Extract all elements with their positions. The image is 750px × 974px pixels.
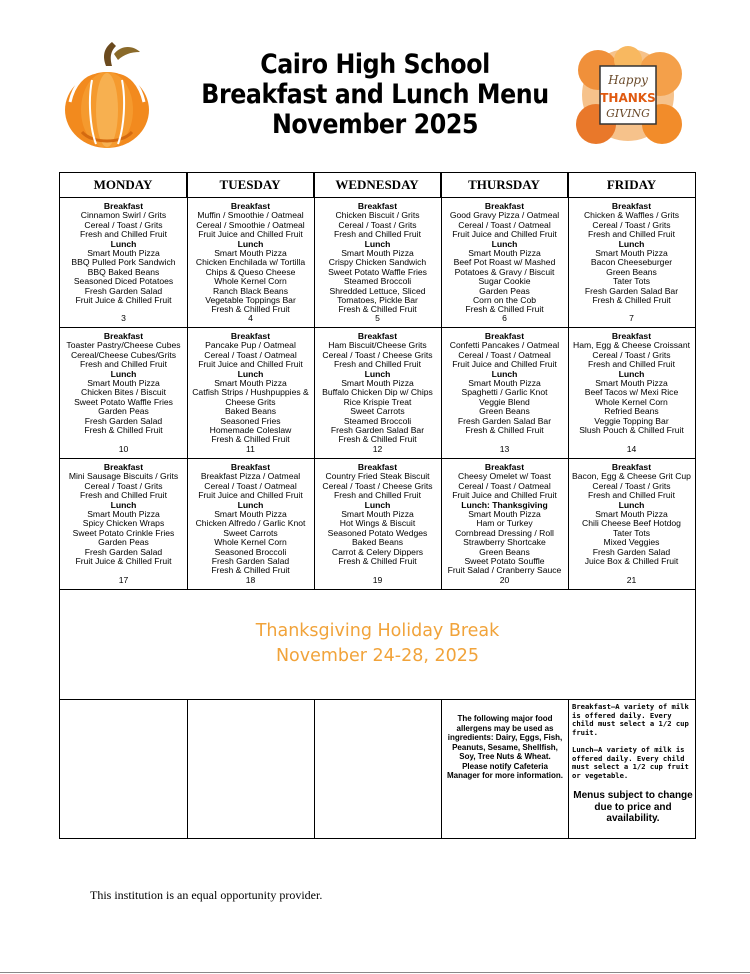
meal-heading: Breakfast	[357, 201, 398, 211]
day-cell	[60, 463, 187, 589]
menu-item: Vegetable Toppings Bar	[205, 295, 296, 306]
grid-line	[187, 699, 188, 838]
day-cell	[187, 202, 314, 327]
day-cell	[187, 332, 314, 458]
menu-item: Ham Biscuit/Cheese Grits	[328, 340, 427, 351]
svg-text:Happy: Happy	[608, 73, 648, 87]
menu-item: Corn on the Cob	[472, 295, 537, 306]
menu-item: Spaghetti / Garlic Knot	[461, 387, 548, 398]
menu-item: Strawberry Shortcake	[463, 537, 546, 548]
holiday-dates: November 24-28, 2025	[275, 646, 480, 666]
menu-item: Cereal / Smoothie / Oatmeal	[196, 219, 305, 230]
meal-heading: Breakfast	[611, 201, 652, 211]
day-header-tuesday: TUESDAY	[187, 173, 314, 197]
day-cell	[441, 202, 568, 327]
menu-item: Fruit Juice and Chilled Fruit	[452, 490, 557, 501]
menu-item: Fresh & Chilled Fruit	[211, 434, 290, 445]
menu-item: Bacon, Egg & Cheese Grit Cup	[572, 471, 691, 482]
meal-heading: Breakfast	[484, 201, 525, 211]
menu-item: Smart Mouth Pizza	[595, 378, 668, 389]
date-number: 21	[626, 575, 637, 585]
meal-heading: Breakfast	[230, 462, 271, 472]
menu-item: Pancake Pup / Oatmeal	[205, 340, 296, 351]
day-cell	[568, 463, 695, 589]
meal-heading: Breakfast	[103, 462, 144, 472]
menu-item: Green Beans	[479, 406, 530, 417]
grid-line	[568, 699, 569, 838]
menu-item: Sweet Potato Crinkle Fries	[72, 527, 175, 538]
menu-item: Steamed Broccoli	[343, 276, 412, 287]
menu-item: Fresh & Chilled Fruit	[592, 295, 671, 306]
menu-item: Veggie Blend	[479, 396, 530, 407]
menu-item: Bacon Cheeseburger	[590, 257, 673, 268]
menu-item: Cheesy Omelet w/ Toast	[458, 471, 551, 482]
menu-item: Chips & Queso Cheese	[205, 266, 296, 277]
menu-item: Fruit Salad / Cranberry Sauce	[447, 565, 562, 576]
menu-item: Cheese Grits	[225, 396, 276, 407]
menu-item: Fresh & Chilled Fruit	[338, 556, 417, 567]
meal-heading: Breakfast	[484, 331, 525, 341]
menu-item: Tater Tots	[612, 527, 651, 538]
menu-item: Fruit Juice and Chilled Fruit	[452, 229, 557, 240]
menu-item: Mixed Veggies	[603, 537, 660, 548]
menu-item: Fruit Juice and Chilled Fruit	[452, 359, 557, 370]
menu-item: Fresh Garden Salad	[592, 546, 671, 557]
meal-heading: Lunch: Thanksgiving	[461, 499, 548, 510]
menu-item: Smart Mouth Pizza	[468, 248, 541, 259]
menu-item: Ranch Black Beans	[213, 285, 288, 296]
menus-subject-note: Menus subject to change due to price and availability.	[573, 790, 693, 824]
menu-item: Chicken Biscuit / Grits	[335, 210, 420, 221]
meal-heading: Lunch	[237, 499, 264, 510]
menu-item: BBQ Baked Beans	[87, 266, 160, 277]
menu-item: Chicken Alfredo / Garlic Knot	[195, 518, 306, 529]
menu-item: Sweet Potato Waffle Fries	[328, 266, 427, 277]
meal-heading: Lunch	[618, 499, 645, 510]
menu-item: Fresh and Chilled Fruit	[588, 490, 675, 501]
menu-calendar	[59, 172, 696, 839]
meal-heading: Lunch	[491, 368, 518, 379]
meal-heading: Lunch	[618, 368, 645, 379]
menu-item: Veggie Topping Bar	[594, 415, 669, 426]
menu-item: Smart Mouth Pizza	[87, 509, 160, 520]
meal-heading: Breakfast	[484, 462, 525, 472]
date-number: 11	[246, 444, 255, 454]
menu-item: Good Gravy Pizza / Oatmeal	[449, 210, 560, 221]
menu-item: Cereal / Toast / Grits	[84, 480, 163, 491]
day-cell	[314, 463, 441, 589]
menu-item: Whole Kernel Corn	[595, 396, 668, 407]
menu-item: Cinnamon Swirl / Grits	[80, 210, 167, 221]
menu-item: Chicken & Waffles / Grits	[583, 210, 680, 221]
meal-heading: Breakfast	[103, 331, 144, 341]
menu-item: Confetti Pancakes / Oatmeal	[449, 340, 560, 351]
menu-item: Sweet Potato Waffle Fries	[74, 396, 173, 407]
menu-item: Fresh & Chilled Fruit	[338, 304, 417, 315]
meal-heading: Lunch	[110, 368, 137, 379]
menu-item: Whole Kernel Corn	[214, 276, 287, 287]
meal-heading: Lunch	[364, 499, 391, 510]
menu-item: Carrot & Celery Dippers	[331, 546, 424, 557]
svg-text:THANKS: THANKS	[600, 91, 656, 105]
grid-line	[60, 699, 695, 700]
menu-item: Ham, Egg & Cheese Croissant	[572, 340, 691, 351]
menu-item: Fresh & Chilled Fruit	[338, 434, 417, 445]
menu-item: Crispy Chicken Sandwich	[328, 257, 427, 268]
grid-line	[60, 327, 695, 328]
day-cell	[314, 332, 441, 458]
menu-item: BBQ Pulled Pork Sandwich	[71, 257, 176, 268]
menu-month: November 2025	[271, 109, 479, 140]
menu-item: Green Beans	[606, 266, 657, 277]
svg-text:GIVING: GIVING	[606, 107, 650, 120]
menu-item: Garden Peas	[98, 537, 149, 548]
date-number: 19	[372, 575, 383, 585]
menu-item: Fruit Juice and Chilled Fruit	[198, 490, 303, 501]
menu-item: Toaster Pastry/Cheese Cubes	[66, 340, 181, 351]
menu-item: Fresh and Chilled Fruit	[334, 359, 421, 370]
day-cell	[568, 332, 695, 458]
menu-item: Fresh Garden Salad	[211, 556, 290, 567]
meal-heading: Breakfast	[230, 201, 271, 211]
grid-line	[60, 589, 695, 590]
menu-item: Fresh and Chilled Fruit	[334, 490, 421, 501]
menu-item: Cereal / Toast / Oatmeal	[204, 349, 297, 360]
menu-item: Cereal / Toast / Grits	[338, 219, 417, 230]
date-number: 4	[248, 313, 253, 323]
menu-item: Catfish Strips / Hushpuppies &	[192, 387, 309, 398]
menu-item: Rice Krispie Treat	[343, 396, 412, 407]
menu-item: Whole Kernel Corn	[214, 537, 287, 548]
date-number: 20	[499, 575, 510, 585]
menu-item: Fresh and Chilled Fruit	[80, 490, 167, 501]
date-number: 10	[118, 444, 129, 454]
menu-item: Smart Mouth Pizza	[341, 509, 414, 520]
menu-item: Fruit Juice & Chilled Fruit	[75, 295, 172, 306]
menu-item: Fresh & Chilled Fruit	[465, 425, 544, 436]
menu-item: Fruit Juice and Chilled Fruit	[198, 359, 303, 370]
menu-item: Chicken Bites / Biscuit	[80, 387, 166, 398]
equal-opportunity-statement: This institution is an equal opportunity provider.	[90, 888, 323, 902]
meal-heading: Lunch	[110, 238, 137, 249]
day-header-friday: FRIDAY	[606, 177, 657, 192]
menu-item: Beef Pot Roast w/ Mashed	[453, 257, 556, 268]
meal-heading: Lunch	[237, 238, 264, 249]
menu-item: Fresh Garden Salad Bar	[584, 285, 679, 296]
meal-heading: Breakfast	[357, 462, 398, 472]
menu-item: Baked Beans	[351, 537, 404, 548]
menu-item: Fresh Garden Salad	[84, 415, 163, 426]
menu-item: Garden Peas	[98, 406, 149, 417]
menu-item: Potatoes & Gravy / Biscuit	[454, 266, 555, 277]
menu-item: Fresh & Chilled Fruit	[465, 304, 544, 315]
menu-item: Fresh & Chilled Fruit	[84, 425, 163, 436]
menu-item: Sweet Carrots	[223, 527, 278, 538]
meal-heading: Breakfast	[357, 331, 398, 341]
date-number: 14	[626, 444, 637, 454]
meal-heading: Lunch	[491, 238, 518, 249]
day-cell	[441, 332, 568, 458]
menu-item: Cereal / Toast / Cheese Grits	[322, 349, 433, 360]
menu-item: Buffalo Chicken Dip w/ Chips	[322, 387, 433, 398]
menu-item: Shredded Lettuce, Sliced	[329, 285, 426, 296]
menu-item: Fresh & Chilled Fruit	[211, 304, 290, 315]
menu-item: Smart Mouth Pizza	[214, 509, 287, 520]
day-header-monday: MONDAY	[60, 173, 187, 197]
menu-item: Sugar Cookie	[478, 276, 531, 287]
menu-item: Tater Tots	[612, 276, 651, 287]
meal-heading: Lunch	[618, 238, 645, 249]
grid-line	[60, 197, 695, 198]
menu-item: Mini Sausage Biscuits / Grits	[68, 471, 179, 482]
grid-line	[441, 699, 442, 838]
lunch-milk-note: Lunch—A variety of milk is offered daily. Every child must select a 1/2 cup fruit or vegetable.	[572, 745, 689, 780]
menu-item: Tomatoes, Pickle Bar	[337, 295, 418, 306]
menu-item: Fresh Garden Salad	[84, 546, 163, 557]
menu-item: Smart Mouth Pizza	[595, 248, 668, 259]
menu-item: Green Beans	[479, 546, 530, 557]
menu-item: Slush Pouch & Chilled Fruit	[579, 425, 684, 436]
menu-item: Seasoned Fries	[220, 415, 281, 426]
menu-item: Fresh and Chilled Fruit	[80, 229, 167, 240]
meal-heading: Breakfast	[230, 331, 271, 341]
menu-item: Fruit Juice and Chilled Fruit	[198, 229, 303, 240]
menu-item: Ham or Turkey	[476, 518, 533, 529]
menu-item: Muffin / Smoothie / Oatmeal	[197, 210, 304, 221]
meal-heading: Breakfast	[611, 462, 652, 472]
menu-item: Spicy Chicken Wraps	[82, 518, 165, 529]
menu-item: Homemade Coleslaw	[209, 425, 292, 436]
menu-item: Cereal / Toast / Oatmeal	[204, 480, 297, 491]
menu-item: Refried Beans	[604, 406, 659, 417]
menu-item: Seasoned Broccoli	[214, 546, 287, 557]
menu-item: Chili Cheese Beef Hotdog	[582, 518, 681, 529]
menu-item: Smart Mouth Pizza	[214, 248, 287, 259]
menu-item: Cereal / Toast / Grits	[592, 480, 671, 491]
menu-item: Juice Box & Chilled Fruit	[584, 556, 679, 567]
menu-item: Fresh and Chilled Fruit	[588, 229, 675, 240]
date-number: 12	[372, 444, 383, 454]
menu-item: Smart Mouth Pizza	[468, 509, 541, 520]
happy-thanksgiving-badge	[568, 40, 688, 150]
menu-item: Fresh and Chilled Fruit	[588, 359, 675, 370]
menu-item: Garden Peas	[479, 285, 530, 296]
menu-item: Seasoned Diced Potatoes	[73, 276, 174, 287]
menu-item: Breakfast Pizza / Oatmeal	[200, 471, 301, 482]
date-number: 18	[245, 575, 256, 585]
meal-heading: Lunch	[237, 368, 264, 379]
day-cell	[314, 202, 441, 327]
date-number: 7	[629, 313, 634, 323]
menu-item: Hot Wings & Biscuit	[339, 518, 416, 529]
day-cell	[187, 463, 314, 589]
allergen-note: The following major food allergens may be used as ingredients: Dairy, Eggs, Fish, Peanuts, Sesame, Shellfish, Soy, Tree Nuts & Wheat. Please notify Cafeteria Manager for more information.	[446, 714, 563, 780]
day-cell	[568, 202, 695, 327]
menu-item: Smart Mouth Pizza	[214, 378, 287, 389]
menu-item: Sweet Carrots	[350, 406, 405, 417]
menu-item: Beef Tacos w/ Mexi Rice	[584, 387, 679, 398]
date-number: 5	[375, 313, 380, 323]
menu-item: Smart Mouth Pizza	[87, 248, 160, 259]
menu-item: Cereal / Toast / Oatmeal	[458, 480, 551, 491]
date-number: 17	[118, 575, 129, 585]
menu-item: Smart Mouth Pizza	[341, 248, 414, 259]
menu-item: Fresh Garden Salad	[84, 285, 163, 296]
menu-item: Steamed Broccoli	[343, 415, 412, 426]
date-number: 6	[502, 313, 507, 323]
menu-item: Cereal / Toast / Oatmeal	[458, 349, 551, 360]
menu-item: Fresh and Chilled Fruit	[334, 229, 421, 240]
menu-item: Cereal / Toast / Grits	[592, 349, 671, 360]
menu-item: Fresh and Chilled Fruit	[80, 359, 167, 370]
meal-heading: Breakfast	[103, 201, 144, 211]
menu-item: Country Fried Steak Biscuit	[325, 471, 430, 482]
meal-heading: Lunch	[364, 238, 391, 249]
grid-line	[60, 458, 695, 459]
day-header-thursday: THURSDAY	[441, 173, 568, 197]
breakfast-milk-note: Breakfast—A variety of milk is offered daily. Every child must select a 1/2 cup fruit.	[572, 702, 689, 737]
menu-item: Cereal/Cheese Cubes/Grits	[70, 349, 177, 360]
menu-item: Fruit Juice & Chilled Fruit	[75, 556, 172, 567]
menu-subtitle: Breakfast and Lunch Menu	[201, 79, 549, 110]
page-bottom-rule	[0, 972, 750, 973]
date-number: 3	[121, 313, 126, 323]
menu-item: Chicken Enchilada w/ Tortilla	[195, 257, 306, 268]
day-cell	[60, 202, 187, 327]
menu-item: Smart Mouth Pizza	[595, 509, 668, 520]
meal-heading: Lunch	[110, 499, 137, 510]
menu-item: Cornbread Dressing / Roll	[455, 527, 554, 538]
grid-line	[314, 699, 315, 838]
menu-item: Sweet Potato Souffle	[464, 556, 545, 567]
day-header-wednesday: WEDNESDAY	[314, 173, 441, 197]
holiday-title: Thanksgiving Holiday Break	[255, 621, 500, 641]
menu-item: Baked Beans	[224, 406, 277, 417]
school-name: Cairo High School	[260, 49, 490, 80]
menu-item: Smart Mouth Pizza	[341, 378, 414, 389]
menu-item: Seasoned Potato Wedges	[327, 527, 428, 538]
menu-item: Cereal / Toast / Oatmeal	[458, 219, 551, 230]
menu-item: Fresh Garden Salad Bar	[457, 415, 552, 426]
menu-item: Fresh Garden Salad Bar	[330, 425, 425, 436]
menu-item: Cereal / Toast / Grits	[592, 219, 671, 230]
day-cell	[60, 332, 187, 458]
menu-item: Fresh & Chilled Fruit	[211, 565, 290, 576]
menu-item: Smart Mouth Pizza	[468, 378, 541, 389]
menu-item: Cereal / Toast / Cheese Grits	[322, 480, 433, 491]
menu-item: Cereal / Toast / Grits	[84, 219, 163, 230]
day-cell	[441, 463, 568, 589]
date-number: 13	[499, 444, 510, 454]
menu-item: Smart Mouth Pizza	[87, 378, 160, 389]
meal-heading: Lunch	[364, 368, 391, 379]
meal-heading: Breakfast	[611, 331, 652, 341]
